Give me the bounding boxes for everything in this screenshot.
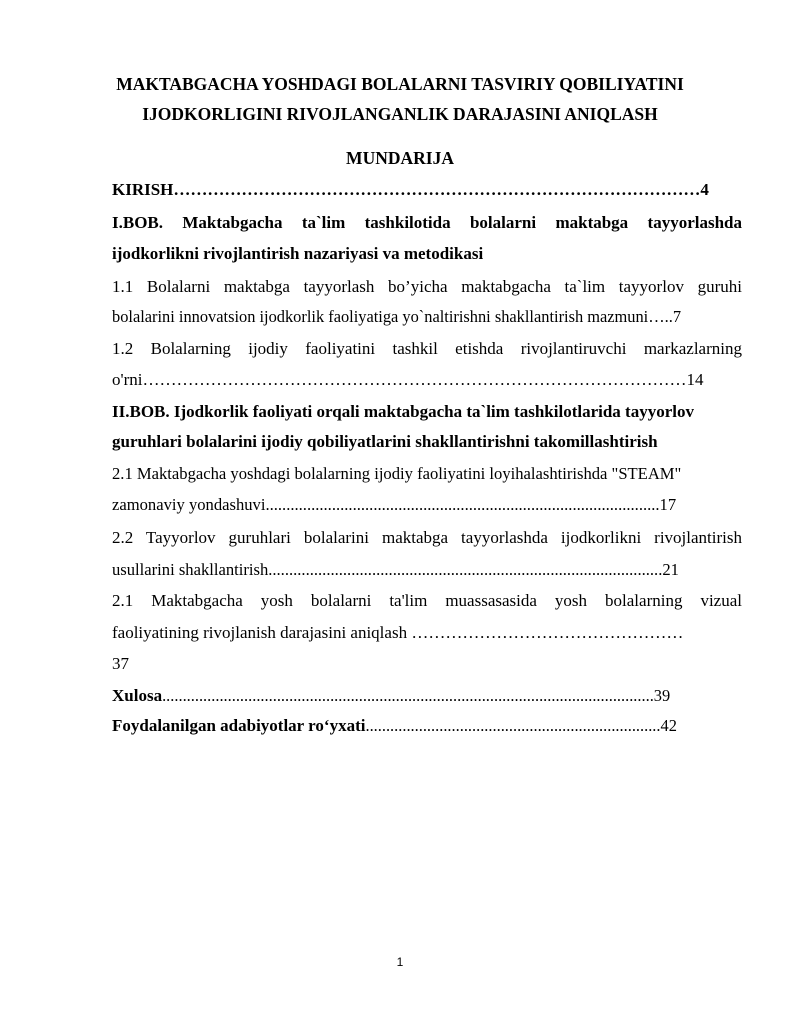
toc-entry-xulosa <box>112 686 742 706</box>
toc-entry-references-label: Foydalanilgan adabiyotlar ro‘yxati <box>112 716 366 735</box>
toc-chapter-1-line-1: I.BOB. Maktabgacha ta`lim tashkilotida bolalarni maktabga tayyorlashda <box>112 213 742 232</box>
document-title-line-2: IJODKORLIGINI RIVOJLANGANLIK DARAJASINI ANIQLASH <box>142 104 658 124</box>
toc-entry-references-leader: ........................................................................42 <box>365 716 677 735</box>
toc-heading: MUNDARIJA <box>346 148 454 168</box>
toc-entry-kirish: KIRISH…………………………………………………………………………………4 <box>112 180 709 199</box>
toc-section-2-1-line-2: zamonaviy yondashuvi...............................................................................................17 <box>112 495 677 514</box>
toc-entry-xulosa-label: Xulosa <box>112 686 163 705</box>
toc-entry-references <box>112 716 742 736</box>
toc-chapter-2-line-1: II.BOB. Ijodkorlik faoliyati orqali maktabgacha ta`lim tashkilotlarida tayyorlov <box>112 402 694 421</box>
page-number: 1 <box>396 955 404 969</box>
toc-section-1-2-line-2: o'rni……………………………………………………………………………………14 <box>112 370 704 389</box>
toc-section-2-2-line-1: 2.2 Tayyorlov guruhlari bolalarini maktabga tayyorlashda ijodkorlikni rivojlantirish <box>112 528 742 547</box>
toc-section-2-2-line-2: usullarini shakllantirish...............................................................................................21 <box>112 560 679 579</box>
toc-section-1-2-line-1: 1.2 Bolalarning ijodiy faoliyatini tashkil etishda rivojlantiruvchi markazlarning <box>112 339 742 358</box>
toc-chapter-1-line-2: ijodkorlikni rivojlantirish nazariyasi va metodikasi <box>112 244 484 263</box>
toc-section-1-1-line-2: bolalarini innovatsion ijodkorlik faoliyatiga yo`naltirishni shakllantirish mazmuni…..7 <box>112 307 682 326</box>
toc-section-2-3-line-2: faoliyatining rivojlanish darajasini aniqlash ………………………………………… <box>112 623 684 642</box>
toc-entry-xulosa-leader: ........................................................................................................................39 <box>162 686 671 705</box>
toc-section-2-1-line-1: 2.1 Maktabgacha yoshdagi bolalarning ijodiy faoliyatini loyihalashtirishda "STEAM" <box>112 464 682 483</box>
toc-section-2-3-line-3: 37 <box>112 654 129 673</box>
toc-section-1-1-line-1: 1.1 Bolalarni maktabga tayyorlash bo’yicha maktabgacha ta`lim tayyorlov guruhi <box>112 277 742 296</box>
toc-chapter-2-line-2: guruhlari bolalarini ijodiy qobiliyatlarini shakllantirishni takomillashtirish <box>112 432 658 451</box>
document-title-line-1: MAKTABGACHA YOSHDAGI BOLALARNI TASVIRIY QOBILIYATINI <box>116 74 684 94</box>
toc-section-2-3-line-1: 2.1 Maktabgacha yosh bolalarni ta'lim muassasasida yosh bolalarning vizual <box>112 591 742 610</box>
